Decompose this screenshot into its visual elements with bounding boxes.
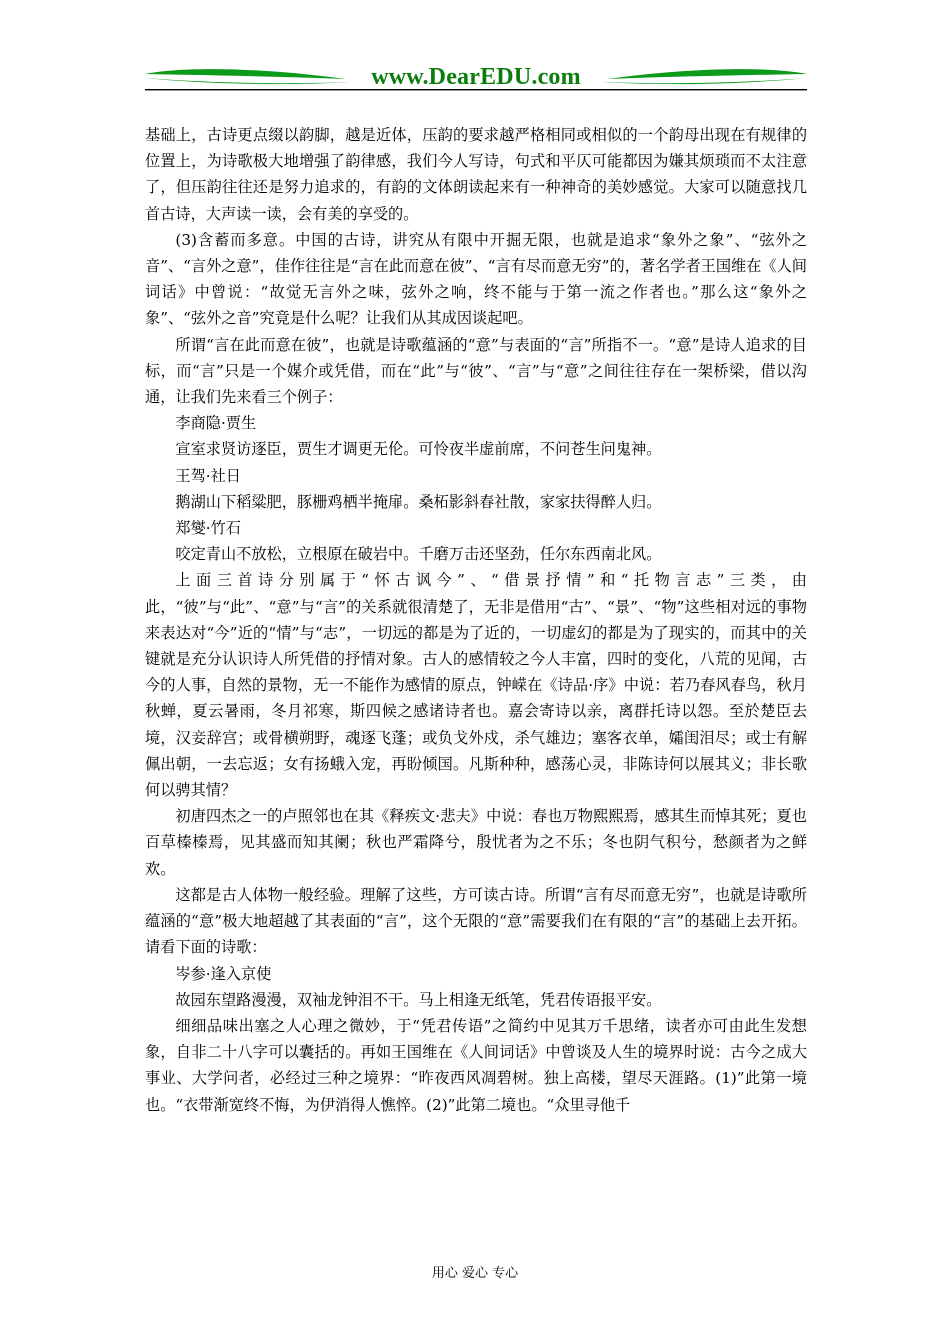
paragraph: 初唐四杰之一的卢照邻也在其《释疾文·悲夫》中说：春也万物熙熙焉，感其生而悼其死；夏也百草榛榛焉，见其盛而知其阑；秋也严霜降兮，殷忧者为之不乐；冬也阴气积兮，愁颜者为之鲜欢。: [145, 807, 807, 878]
article-body: [145, 122, 807, 1118]
poem-line: 咬定青山不放松，立根原在破岩中。千磨万击还坚劲，任尔东西南北风。: [175, 545, 662, 564]
paragraph: 基础上，古诗更点缀以韵脚，越是近体，压韵的要求越严格相同或相似的一个韵母出现在有规律的位置上，为诗歌极大地增强了韵律感，我们今人写诗，句式和平仄可能都因为嫌其烦琐而不太注意了，但压韵往往还是努力追求的，有韵的文体朗读起来有一种神奇的美妙感觉。大家可以随意找几首古诗，大声读一读，会有美的享受的。: [145, 126, 807, 223]
paragraph: 上面三首诗分别属于“怀古讽今”、“借景抒情”和“托物言志”三类，由此，“彼”与“此”、“意”与“言”的关系就很清楚了，无非是借用“古”、“景”、“物”这些相对远的事物来表达对“今”近的“情”与“志”，一切远的都是为了近的，一切虚幻的都是为了现实的，而其中的关键就是充分认识诗人所凭借的抒情对象。古人的感情较之今人丰富，四时的变化，八荒的见闻，古今的人事，自然的景物，无一不能作为感情的原点，钟嵘在《诗品·序》中说：若乃春风春鸟，秋月秋蝉，夏云暑雨，冬月祁寒，斯四候之感诸诗者也。嘉会寄诗以亲，离群托诗以怨。至於楚臣去境，汉妾辞宫；或骨横朔野，魂逐飞蓬；或负戈外戍，杀气雄边；塞客衣单，孀闺泪尽；或士有解佩出朝，一去忘返；女有扬蛾入宠，再盼倾国。凡斯种种，感荡心灵，非陈诗何以展其义；非长歌何以骋其情？: [145, 571, 807, 800]
poem-line: 宣室求贤访逐臣，贾生才调更无伦。可怜夜半虚前席，不问苍生问鬼神。: [175, 440, 662, 459]
poem-line: 岑参·逢入京使: [175, 964, 272, 983]
poem-line: 故园东望路漫漫，双袖龙钟泪不干。马上相逢无纸笔，凭君传语报平安。: [175, 990, 662, 1009]
site-header: [145, 62, 807, 94]
site-logo-text: www.DearEDU.com: [371, 64, 581, 90]
paragraph: 这都是古人体物一般经验。理解了这些，方可读古诗。所谓“言有尽而意无穷”，也就是诗歌所蕴涵的“意”极大地超越了其表面的“言”，这个无限的“意”需要我们在有限的“言”的基础上去开拓。请看下面的诗歌：: [145, 885, 807, 957]
page-footer: 用心 爱心 专心: [431, 1266, 519, 1281]
poem-line: 王驾·社日: [175, 466, 241, 485]
poem-line: 郑燮·竹石: [175, 519, 241, 538]
poem-line: 李商隐·贾生: [175, 414, 257, 433]
paragraph: 所谓“言在此而意在彼”，也就是诗歌蕴涵的“意”与表面的“言”所指不一。“意”是诗人追求的目标，而“言”只是一个媒介或凭借，而在“此”与“彼”、“言”与“意”之间往往存在一架桥梁，借以沟通，让我们先来看三个例子：: [145, 335, 807, 407]
paragraph: (3)含蓄而多意。中国的古诗，讲究从有限中开掘无限，也就是追求“象外之象”、“弦外之音”、“言外之意”，佳作往往是“言在此而意在彼”、“言有尽而意无穷”的，著名学者王国维在《人间词话》中曾说：“故觉无言外之味，弦外之响，终不能与于第一流之作者也。”那么这“象外之象”、“弦外之音”究竟是什么呢？让我们从其成因谈起吧。: [145, 230, 807, 328]
poem-line: 鹅湖山下稻粱肥，豚栅鸡栖半掩扉。桑柘影斜春社散，家家扶得醉人归。: [175, 492, 662, 511]
paragraph: 细细品味出塞之人心理之微妙，于“凭君传语”之简约中见其万千思绪，读者亦可由此生发想象，自非二十八字可以囊括的。再如王国维在《人间词话》中曾谈及人生的境界时说：古今之成大事业、大学问者，必经过三种之境界：“昨夜西风凋碧树。独上高楼，望尽天涯路。(1)”此第一境也。“衣带渐宽终不悔，为伊消得人憔悴。(2)”此第二境也。“众里寻他千: [145, 1016, 807, 1114]
